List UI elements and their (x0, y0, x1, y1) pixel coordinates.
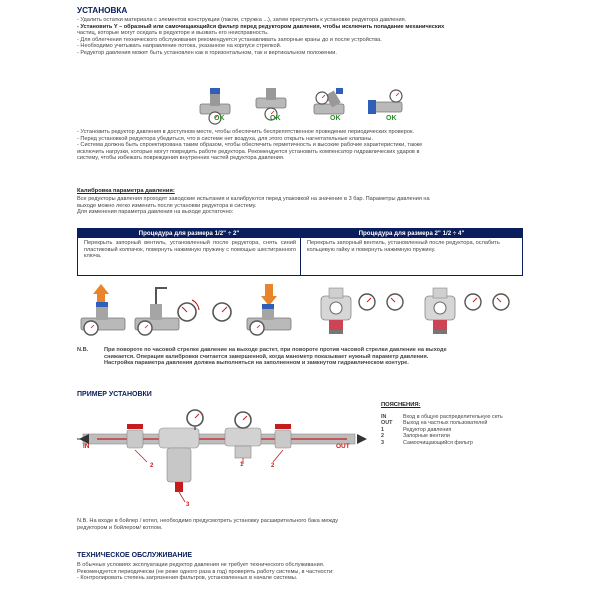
install-bullet-6: - Редуктор давления может быть установлен как в горизонтальном, так и вертикальном положении. (77, 49, 337, 56)
service-lines (77, 562, 334, 582)
calibration-title: Калибровка параметра давления: (77, 188, 175, 194)
procedure-illustrations (77, 280, 523, 342)
legend-key: IN (381, 414, 387, 420)
ok-label-1: OK (214, 115, 225, 122)
nb-line-2: снижается. Операция калибровки считается завершенной, когда манометр показывает нужный параметр давления. (104, 353, 429, 360)
install-note-5: систему, чтобы избежать повреждения внутренних частей редуктора давления. (77, 155, 285, 162)
legend-key: 1 (381, 426, 384, 433)
legend-table (381, 414, 523, 446)
procedure-2-text: Перекрыть запорный вентиль, установленный после редуктора, ослабить кольцевую гайку и повернуть нажимную пружину. (307, 240, 500, 253)
legend-value: Самоочищающийся фильтр (403, 439, 473, 446)
ok-label-2: OK (270, 115, 281, 122)
callout-2-right: 2 (271, 463, 275, 469)
procedure-table (77, 228, 523, 276)
install-bullet-4: - Для облегчения технического обслуживания рекомендуется устанавливать запорные краны до и после устройства. (77, 36, 382, 43)
service-line-2: Рекомендуется периодически (не реже одного раза в год) проверять работу системы, в частности: (77, 568, 334, 575)
example-note: N.B. На входе в бойлер / котел, необходимо предусмотреть установку расширительного бака между редуктором и бойлером/ котлом. (77, 518, 339, 531)
callout-1: 1 (240, 462, 244, 468)
legend-value: Выход на частных пользователей (403, 420, 488, 427)
installation-diagram-image (77, 400, 367, 512)
install-bullet-1: - Удалить остатки материала с элементов конструкции (пакли, стружка ...), затем приступить к установке редуктора давления. (77, 17, 407, 23)
nb-lines (104, 347, 447, 367)
in-label: IN (83, 443, 90, 450)
calibration-line-2: выходе можно легко изменить после установки редуктора в систему. (77, 202, 257, 209)
procedure-2-header: Процедура для размера 2" 1/2 ÷ 4" (301, 229, 522, 238)
legend-value: Запорные вентили (403, 433, 450, 440)
legend-value: Вход в общую распределительную сеть (403, 414, 503, 420)
install-note-1: - Установить редуктор давления в доступном месте, чтобы обеспечить беспрепятственное проведение периодических проверок. (77, 129, 414, 135)
install-notes (77, 129, 422, 162)
calibration-line-1: Все редукторы давления проходят заводские испытания и калибруются перед упаковкой на значение в 3 бар. Параметры давления на (77, 196, 430, 202)
install-bullet-5: - Необходимо учитывать направление потока, указанное на корпусе стрелкой. (77, 43, 282, 50)
nb-label: N.B. (77, 347, 89, 353)
nb-line-3: Настройка параметра давления должна выполняться на заполненном и замкнутом гидравлическом контуре. (104, 360, 409, 367)
install-title: УСТАНОВКА (77, 6, 128, 15)
procedure-divider (300, 229, 301, 275)
ok-label-3: OK (330, 115, 341, 122)
nb-line-1: При повороте по часовой стрелке давление на выходе растет, при повороте против часовой стрелки давление на выходе (104, 347, 447, 353)
service-line-3: - Контролировать степень загрязнения фильтров, установленных в начале системы. (77, 575, 298, 582)
installation-example-diagram (77, 400, 367, 512)
example-title: ПРИМЕР УСТАНОВКИ (77, 391, 152, 398)
out-label: OUT (336, 443, 350, 450)
reducer-orientations-image (196, 84, 416, 128)
legend-value: Редуктор давления (403, 426, 452, 433)
orientation-illustrations (196, 84, 416, 128)
procedure-1-header: Процедура для размера 1/2" ÷ 2" (78, 229, 300, 238)
install-bullet-2: - Установить Y – образный или самочищающийся фильтр перед редуктором давления, чтобы исключить попадание механических (77, 23, 445, 30)
procedure-1-text: Перекрыть запорный вентиль, установленный после редуктора, снять синий пластиковый колпачок, повернуть нажимную пружину с помощью шестигранного ключа. (84, 240, 296, 260)
install-bullet-3: частиц, которые могут оседать в редукторе и вызвать его неисправность. (77, 30, 269, 37)
install-note-4: исключить нагрузки, которые могут повредить работе редуктора. Рекомендуется установить компенсатор гидравлических ударов в (77, 148, 420, 155)
callout-2-left: 2 (150, 463, 154, 469)
legend-row (381, 440, 523, 446)
install-bullets (77, 17, 444, 57)
callout-3: 3 (186, 502, 190, 508)
legend-key: 3 (381, 439, 384, 446)
calibration-lines (77, 196, 430, 216)
install-note-2: - Перед установкой редуктора убедиться, что в системе нет воздуха, для этого открыть нагнетательные клапаны. (77, 135, 373, 142)
legend-key: OUT (381, 420, 393, 427)
legend-key: 2 (381, 433, 384, 440)
ok-label-4: OK (386, 115, 397, 122)
service-line-1: В обычных условиях эксплуатации редуктор давления не требует технического обслуживания. (77, 562, 325, 568)
calibration-steps-image (77, 280, 523, 342)
legend-title: ПОЯСНЕНИЯ: (381, 402, 421, 408)
calibration-line-3: Для изменения параметра давления на выходе достаточно: (77, 209, 234, 216)
install-note-3: - Система должна быть спроектирована таким образом, чтобы обеспечить герметичность и высокие рабочие характеристики, также (77, 142, 423, 149)
service-title: ТЕХНИЧЕСКОЕ ОБСЛУЖИВАНИЕ (77, 552, 193, 559)
